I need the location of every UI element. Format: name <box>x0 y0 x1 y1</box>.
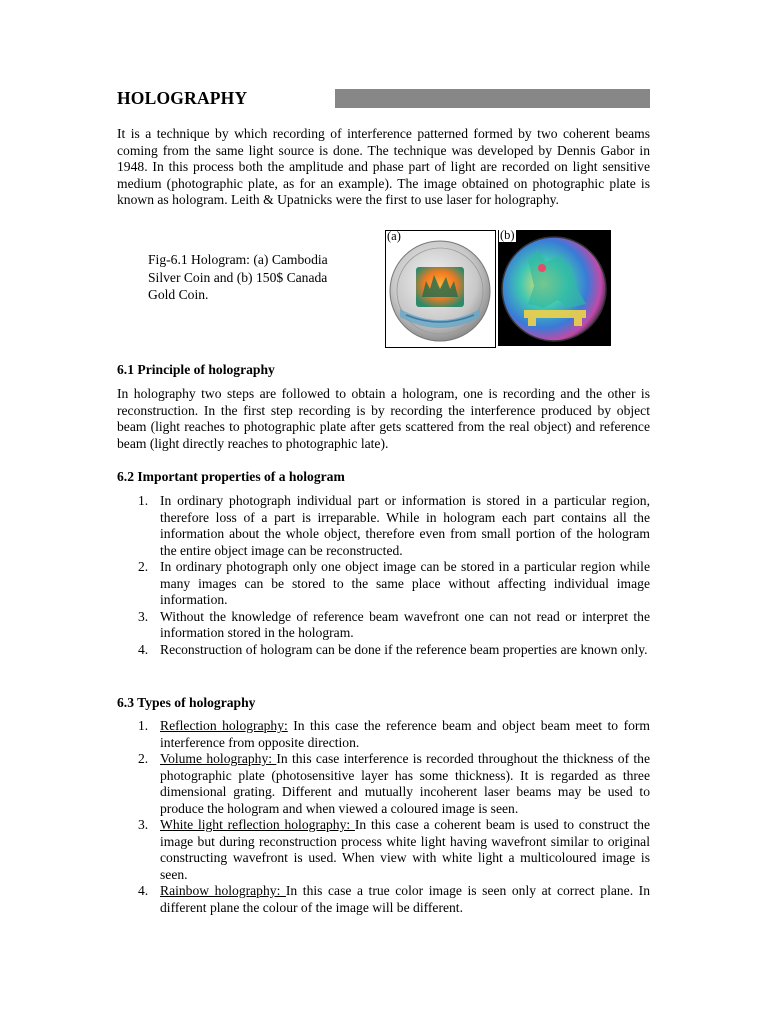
title-row <box>117 88 650 112</box>
list-number: 1. <box>138 493 149 508</box>
figure-caption: Fig-6.1 Hologram: (a) Cambodia Silver Coin and (b) 150$ Canada Gold Coin. <box>148 252 328 302</box>
list-item <box>117 883 650 916</box>
intro-paragraph: It is a technique by which recording of interference patterned formed by two coherent beams coming from the same light source is done. The technique was developed by Dennis Gabor in 1948. In this process both the amplitude and phase part of light are recorded on light sensitive medium (photographic plate, as for an example). The image obtained on photographic plate is known as hologram. Leith & Upatnicks were the first to use laser for holography. <box>117 126 650 207</box>
list-item <box>117 817 650 883</box>
list-number: 2. <box>138 559 149 574</box>
list-number: 4. <box>138 883 149 898</box>
silver-coin-graphic <box>386 231 495 347</box>
list-item-term: Reflection holography: <box>160 718 288 733</box>
figure-6-1 <box>117 228 650 348</box>
figure-label-a: (a) <box>387 229 401 243</box>
list-item <box>117 718 650 751</box>
list-number: 3. <box>138 817 149 832</box>
list-item-text: In this case interference is recorded throughout the thickness of the photographic plate (photosensitive layer has some thickness). It is regarded as three dimensional grating. Different and mutually incoherent laser beams may be used to produce the hologram and when viewed a coloured image is seen. <box>160 751 651 816</box>
list-item-text: Without the knowledge of reference beam wavefront one can not read or interpret the information stored in the hologram. <box>160 608 650 640</box>
list-number: 3. <box>138 608 149 624</box>
list-item-text: In ordinary photograph individual part or information is stored in a particular region, therefore loss of a part is irreparable. While in hologram each part contains all the information about the whole object, therefore even from small portion of the hologram the entire object image can be reconstructed. <box>160 493 650 558</box>
list-item <box>117 609 650 642</box>
page-title: HOLOGRAPHY <box>117 88 248 108</box>
list-item-term: White light reflection holography: <box>160 817 355 832</box>
list-item-term: Volume holography: <box>160 751 277 766</box>
list-item-text: In ordinary photograph only one object image can be stored in a particular region while many images can be stored to the same place without affecting individual image information. <box>160 559 650 607</box>
list-item <box>117 751 650 817</box>
section-heading-properties: 6.2 Important properties of a hologram <box>117 469 345 484</box>
list-item-text: In this case a coherent beam is used to construct the image but during reconstruction process white light having wavefront similar to original constructing wavefront is used. When view with white light a multicoloured image is seen. <box>160 817 650 882</box>
section-heading-types: 6.3 Types of holography <box>117 695 256 710</box>
list-number: 4. <box>138 641 149 657</box>
list-item-term: Rainbow holography: <box>160 883 286 898</box>
list-item <box>117 642 650 659</box>
section-paragraph-principle: In holography two steps are followed to obtain a hologram, one is recording and the other is reconstruction. In the first step recording is by recording the interference produced by object beam (light reaches to photographic plate after gets scattered from the real object) and reference beam (light directly reaches to photographic late). <box>117 386 650 451</box>
properties-list <box>117 493 650 658</box>
figure-label-b: (b) <box>500 228 515 242</box>
types-list <box>117 718 650 916</box>
list-number: 2. <box>138 751 149 766</box>
list-item-text: Reconstruction of hologram can be done if the reference beam properties are known only. <box>160 641 648 657</box>
silver-coin-image <box>385 230 496 348</box>
list-number: 1. <box>138 718 149 733</box>
list-item <box>117 559 650 609</box>
gold-coin-graphic <box>498 230 611 346</box>
gold-coin-image <box>498 230 611 346</box>
list-item <box>117 493 650 559</box>
section-heading-principle: 6.1 Principle of holography <box>117 362 275 377</box>
title-decoration-bar <box>335 89 650 108</box>
list-item-text: In this case the reference beam and object beam meet to form interference from opposite direction. <box>160 718 650 750</box>
list-item-text: In this case a true color image is seen only at correct plane. In different plane the colour of the image will be different. <box>160 883 650 915</box>
